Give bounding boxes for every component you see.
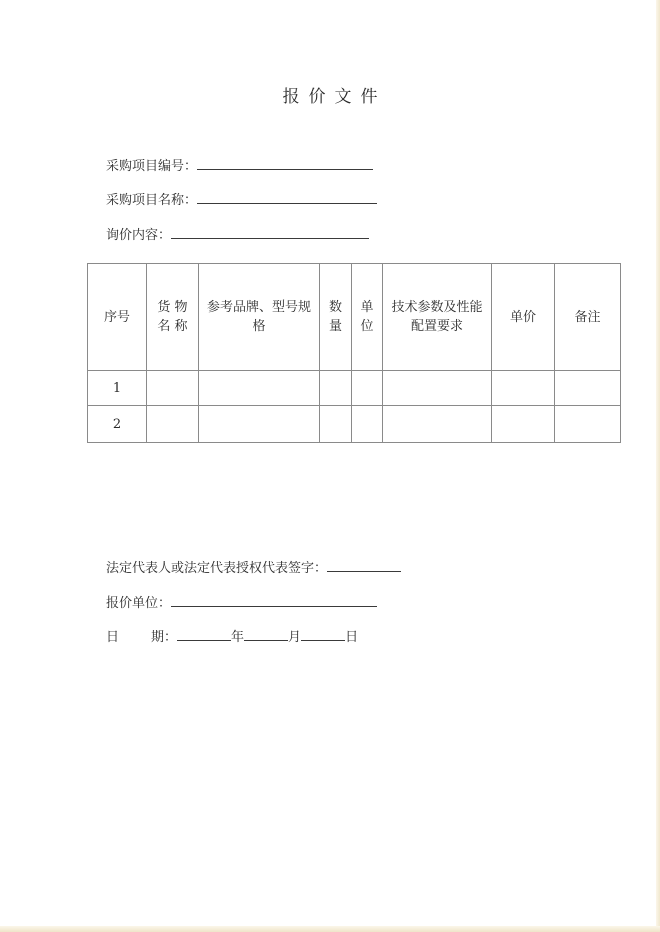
header-unit-price: 单价 <box>492 264 555 371</box>
date-label-1: 日 <box>106 630 120 645</box>
cell-seq: 1 <box>88 371 147 406</box>
header-remarks: 备注 <box>555 264 621 371</box>
cell-unit[interactable] <box>352 406 383 443</box>
header-goods-line2: 名 称 <box>157 319 188 334</box>
project-name-blank[interactable] <box>197 190 377 204</box>
table-row <box>88 406 621 443</box>
cell-goods-name[interactable] <box>147 406 199 443</box>
page-edge-right <box>656 0 660 932</box>
month-blank[interactable] <box>244 627 288 641</box>
page-edge-bottom <box>0 926 660 932</box>
cell-quantity[interactable] <box>320 371 352 406</box>
year-blank[interactable] <box>177 627 231 641</box>
cell-tech-params[interactable] <box>383 371 492 406</box>
quoting-company-blank[interactable] <box>171 593 377 607</box>
header-quantity-line1: 数 <box>328 300 342 315</box>
project-number-label: 采购项目编号： <box>106 159 198 174</box>
table-row <box>88 371 621 406</box>
header-unit-line1: 单 <box>360 300 374 315</box>
day-blank[interactable] <box>301 627 345 641</box>
header-quantity <box>320 264 352 371</box>
header-goods-line1: 货 物 <box>157 300 188 315</box>
quote-table <box>87 263 621 443</box>
project-name-row <box>106 190 377 209</box>
inquiry-content-row <box>106 225 369 244</box>
cell-seq: 2 <box>88 406 147 443</box>
cell-unit-price[interactable] <box>492 406 555 443</box>
header-brand-model: 参考品牌、型号规格 <box>199 264 320 371</box>
year-label: 年 <box>231 630 245 645</box>
inquiry-content-blank[interactable] <box>171 225 369 239</box>
header-unit-line2: 位 <box>360 319 374 334</box>
cell-unit[interactable] <box>352 371 383 406</box>
table-header-row <box>88 264 621 371</box>
representative-label: 法定代表人或法定代表授权代表签字： <box>106 561 328 576</box>
cell-brand-model[interactable] <box>199 406 320 443</box>
cell-quantity[interactable] <box>320 406 352 443</box>
date-row <box>106 627 358 646</box>
cell-remarks[interactable] <box>555 406 621 443</box>
month-label: 月 <box>288 630 302 645</box>
representative-signature-blank[interactable] <box>327 558 401 572</box>
header-quantity-line2: 量 <box>328 319 342 334</box>
cell-tech-params[interactable] <box>383 406 492 443</box>
cell-unit-price[interactable] <box>492 371 555 406</box>
project-name-label: 采购项目名称： <box>106 193 198 208</box>
project-number-blank[interactable] <box>197 156 373 170</box>
header-seq: 序号 <box>88 264 147 371</box>
cell-brand-model[interactable] <box>199 371 320 406</box>
document-title: 报价文件 <box>282 87 387 107</box>
inquiry-content-label: 询价内容： <box>106 228 172 243</box>
representative-signature-row <box>106 558 401 577</box>
header-goods-name <box>147 264 199 371</box>
date-label-2: 期： <box>151 630 178 645</box>
header-tech-params: 技术参数及性能配置要求 <box>383 264 492 371</box>
cell-goods-name[interactable] <box>147 371 199 406</box>
day-label: 日 <box>345 630 359 645</box>
project-number-row <box>106 156 373 175</box>
quoting-company-row <box>106 593 377 612</box>
header-unit <box>352 264 383 371</box>
cell-remarks[interactable] <box>555 371 621 406</box>
quoting-company-label: 报价单位： <box>106 596 172 611</box>
